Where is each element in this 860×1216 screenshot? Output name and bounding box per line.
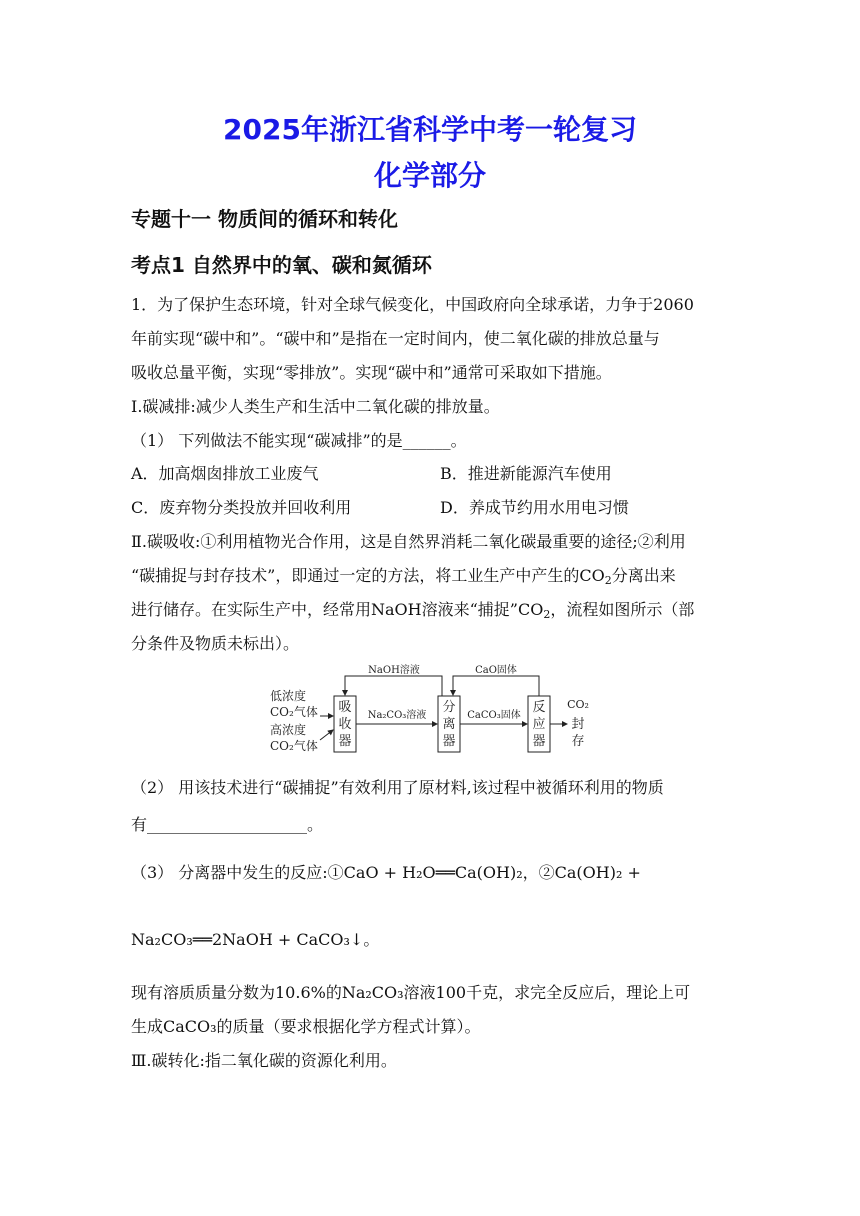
sub-question-2-line2: 有____________________。 — [131, 815, 324, 834]
section-3-heading: Ⅲ.碳转化:指二氧化碳的资源化利用。 — [131, 1051, 397, 1070]
sub-question-3-line4: 生成CaCO₃的质量（要求根据化学方程式计算）。 — [131, 1017, 481, 1036]
sub-question-3-line2: Na₂CO₃══2NaOH + CaCO₃↓。 — [131, 930, 380, 949]
caco3-label: CaCO₃固体 — [467, 710, 521, 721]
output-co2: CO₂ — [567, 698, 589, 711]
section-2-line4: 分条件及物质未标出）。 — [131, 634, 300, 653]
input-low-label-1: 低浓度 — [270, 689, 307, 703]
reactor-char-3: 器 — [532, 734, 546, 749]
sub-question-3-line3: 现有溶质质量分数为10.6%的Na₂CO₃溶液100千克，求完全反应后，理论上可 — [131, 983, 691, 1002]
section-2-line3: 进行储存。在实际生产中，经常用NaOH溶液来“捕捉$”CO_2$，流程如图所示（部 — [131, 600, 695, 621]
reactor-char-1: 反 — [532, 700, 546, 715]
section-1-heading: Ⅰ.碳减排:减少人类生产和生活中二氧化碳的排放量。 — [131, 397, 500, 416]
absorber-char-1: 吸 — [338, 700, 352, 715]
option-a: A．加高烟囱排放工业废气 — [131, 464, 319, 483]
input-high-label-2: CO₂气体 — [270, 739, 318, 753]
separator-char-3: 器 — [442, 734, 456, 749]
option-d: D．养成节约用水用电习惯 — [440, 498, 629, 517]
reactor-char-2: 应 — [532, 717, 546, 732]
topic-heading: 专题十一 物质间的循环和转化 — [131, 207, 398, 231]
naoh-recycle-loop — [345, 676, 442, 696]
output-char-2: 存 — [571, 734, 585, 749]
input-low-label-2: CO₂气体 — [270, 705, 318, 719]
absorber-char-2: 收 — [338, 717, 352, 732]
doc-title-line2: 化学部分 — [373, 159, 486, 192]
section-2-line1: Ⅱ.碳吸收:①利用植物光合作用，这是自然界消耗二氧化碳最重要的途径;②利用 — [131, 532, 686, 551]
option-b: B．推进新能源汽车使用 — [440, 464, 612, 483]
option-c: C．废弃物分类投放并回收利用 — [131, 498, 352, 517]
cao-recycle-loop — [453, 676, 539, 696]
separator-char-2: 离 — [442, 717, 456, 732]
q1-para-line2: 年前实现“碳中和”。“碳中和”是指在一定时间内，使二氧化碳的排放总量与 — [131, 329, 660, 348]
q1-para-line3: 吸收总量平衡，实现“零排放”。实现“碳中和”通常可采取如下措施。 — [131, 363, 612, 382]
naoh-label: NaOH溶液 — [368, 665, 420, 676]
section-2-line2: “碳捕捉与封存技术”，即通过一定的方法，将工业生产中产生的$CO_2$分离出来 — [131, 566, 676, 587]
q1-para-line1: 1．为了保护生态环境，针对全球气候变化，中国政府向全球承诺，力争于2060 — [131, 295, 694, 314]
input-high-label-1: 高浓度 — [270, 723, 307, 737]
separator-char-1: 分 — [442, 700, 456, 715]
sub-question-1: （1） 下列做法不能实现“碳减排”的是______。 — [131, 431, 467, 450]
arrow-high-in — [320, 730, 333, 740]
sub-question-2-line1: （2） 用该技术进行“碳捕捉”有效利用了原材料,该过程中被循环利用的物质 — [131, 778, 664, 797]
cao-label: CaO固体 — [475, 665, 517, 676]
sub-question-3-line1: （3） 分离器中发生的反应:①CaO + H₂O══Ca(OH)₂，②Ca(OH)₂ + — [131, 863, 641, 882]
na2co3-label: Na₂CO₃溶液 — [367, 710, 427, 721]
doc-title-line1: 2025年浙江省科学中考一轮复习 — [223, 113, 637, 146]
kaodian-heading: 考点1 自然界中的氧、碳和氮循环 — [131, 253, 432, 277]
carbon-capture-flow-diagram — [262, 660, 592, 760]
output-char-1: 封 — [571, 717, 585, 732]
absorber-char-3: 器 — [338, 734, 352, 749]
